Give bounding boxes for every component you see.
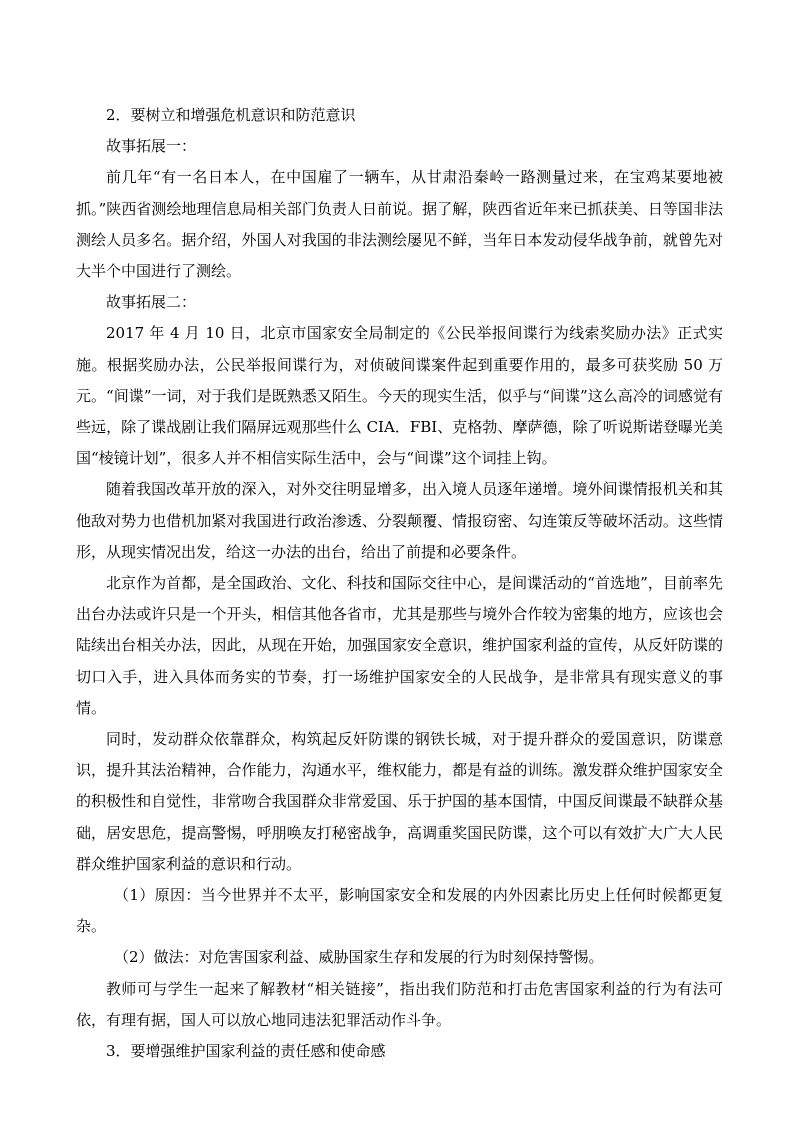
document-body <box>76 100 723 1067</box>
story-extension-2-paragraph-3: 北京作为首都，是全国政治、文化、科技和国际交往中心，是间谍活动的“首选地”，目前率先出台办法或许只是一个开头，相信其他各省市，尤其是那些与境外合作较为密集的地方，应该也会陆续出台相关办法，因此，从现在开始，加强国家安全意识，维护国家利益的宣传，从反奸防谍的切口入手，进入具体而务实的节奏，打一场维护国家安全的人民战争，是非常具有现实意义的事情。 <box>76 574 723 717</box>
method-item: （2）做法：对危害国家利益、威胁国家生存和发展的行为时刻保持警惕。 <box>114 948 604 967</box>
story-extension-2-label: 故事拓展二： <box>106 293 197 312</box>
story-extension-2-paragraph-4: 同时，发动群众依靠群众，构筑起反奸防谍的钢铁长城，对于提升群众的爱国意识，防谍意识，提升其法治精神，合作能力，沟通水平，维权能力，都是有益的训练。激发群众维护国家安全的积极性和自觉性，非常吻合我国群众非常爱国、乐于护国的基本国情，中国反间谍最不缺群众基础，居安思危，提高警惕，呼朋唤友打秘密战争，高调重奖国民防谍，这个可以有效扩大广大人民群众维护国家利益的意识和行动。 <box>76 730 723 873</box>
story-extension-1-paragraph: 前几年“有一名日本人，在中国雇了一辆车，从甘肃沿秦岭一路测量过来，在宝鸡某要地被抓。”陕西省测绘地理信息局相关部门负责人日前说。据了解，陕西省近年来已抓获美、日等国非法测绘人员多名。据介绍，外国人对我国的非法测绘屡见不鲜，当年日本发动侵华战争前，就曾先对大半个中国进行了测绘。 <box>76 168 723 281</box>
reason-item: （1）原因：当今世界并不太平，影响国家安全和发展的内外因素比历史上任何时候都更复杂。 <box>76 886 723 936</box>
section-heading-3: 3．要增强维护国家利益的责任感和使命感 <box>106 1042 386 1061</box>
story-extension-2-paragraph-1: 2017 年 4 月 10 日，北京市国家安全局制定的《公民举报间谍行为线索奖励办法》正式实施。根据奖励办法，公民举报间谍行为，对侦破间谍案件起到重要作用的，最多可获奖励 50 万元。“间谍”一词，对于我们是既熟悉又陌生。今天的现实生活，似乎与“间谍”这么高冷的词感觉有些远，除了谍战剧让我们隔屏远观那些什么 CIA．FBI、克格勃、摩萨德，除了听说斯诺登曝光美国“棱镜计划”，很多人并不相信实际生活中，会与“间谍”这个词挂上钩。 <box>76 324 723 468</box>
story-extension-2-paragraph-2: 随着我国改革开放的深入，对外交往明显增多，出入境人员逐年递增。境外间谍情报机关和其他敌对势力也借机加紧对我国进行政治渗透、分裂颠覆、情报窃密、勾连策反等破坏活动。这些情形，从现实情况出发，给这一办法的出台，给出了前提和必要条件。 <box>76 480 723 561</box>
section-heading-2: 2．要树立和增强危机意识和防范意识 <box>106 106 356 124</box>
teacher-note-paragraph: 教师可与学生一起来了解教材“相关链接”，指出我们防范和打击危害国家利益的行为有法可依，有理有据，国人可以放心地同违法犯罪活动作斗争。 <box>76 979 723 1029</box>
story-extension-1-label: 故事拓展一： <box>106 137 197 156</box>
